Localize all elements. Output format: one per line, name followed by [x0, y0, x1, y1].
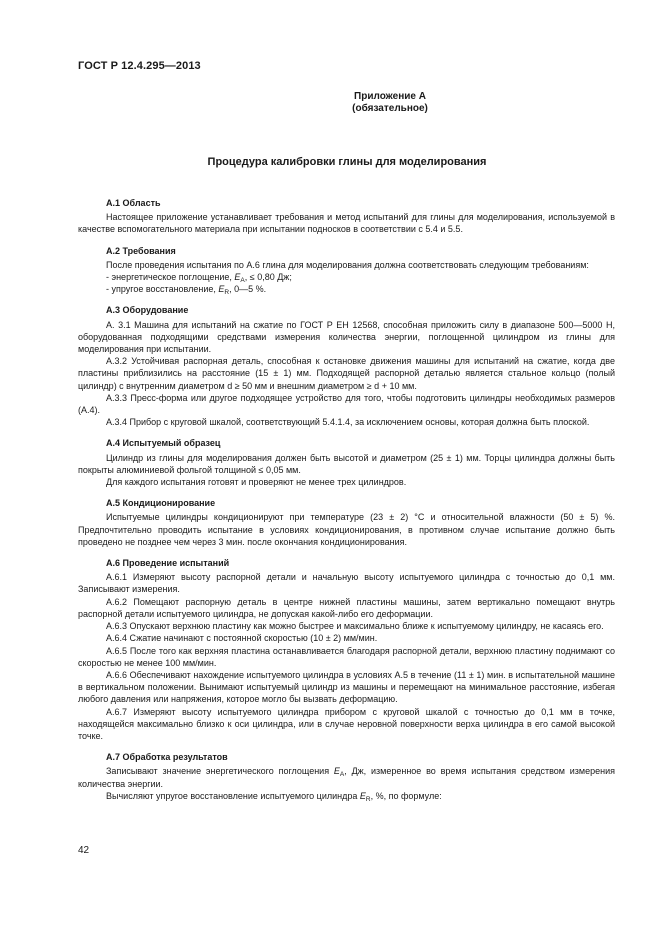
section-a6 — [78, 557, 615, 742]
page-number: 42 — [78, 845, 90, 856]
text: - энергетическое поглощение, — [106, 272, 235, 283]
subscript: A — [339, 771, 345, 779]
subscript: R — [365, 795, 371, 803]
subscript: R — [224, 289, 230, 297]
symbol: E — [234, 272, 241, 283]
text: Записывают значение энергетического поглощения — [106, 766, 334, 777]
document-title: Процедура калибровки глины для моделирования — [207, 156, 487, 168]
annex-status: (обязательное) — [352, 103, 428, 114]
section-a4 — [78, 437, 615, 488]
symbol: E — [333, 766, 340, 777]
text: - упругое восстановление, — [106, 284, 219, 295]
text: Вычисляют упругое восстановление испытуемого цилиндра — [106, 790, 360, 801]
section-heading: А.4 Испытуемый образец — [106, 438, 221, 449]
section-heading: А.5 Кондиционирование — [106, 498, 216, 509]
paragraph: Испытуемые цилиндры кондиционируют при температуре (23 ± 2) °С и относительной влажности (50 ± 5) %. Предпочтительно проводить испытание в условиях кондиционирования, в противном случае испытание должно быть проведено не позднее чем через 3 мин. после окончания кондиционирования. — [78, 512, 615, 547]
section-heading: А.6 Проведение испытаний — [106, 558, 230, 569]
paragraph: Для каждого испытания готовят и проверяют не менее трех цилиндров. — [106, 477, 407, 488]
section-heading: А.3 Оборудование — [106, 305, 189, 316]
paragraph: А.3.4 Прибор с круговой шкалой, соответствующий 5.4.1.4, за исключением основы, которая должна быть плоской. — [106, 417, 590, 428]
annex-title: Приложение А — [354, 91, 426, 102]
paragraph: А.6.1 Измеряют высоту распорной детали и начальную высоту испытуемого цилиндра с точностью до 0,1 мм. Записывают измерения. — [78, 572, 615, 595]
paragraph — [78, 790, 615, 802]
section-heading: А.2 Требования — [106, 245, 176, 256]
standard-number: ГОСТ Р 12.4.295—2013 — [78, 60, 201, 72]
paragraph: А. 3.1 Машина для испытаний на сжатие по ГОСТ Р ЕН 12568, способная приложить силу в диапазоне 500—5000 Н, оборудованная подходящими средствами измерения количества энергии, поглощенной цилиндром из глины для моделирования при испытании. — [78, 319, 615, 355]
requirement-item — [78, 283, 615, 295]
section-a3 — [78, 304, 615, 428]
paragraph: А.6.7 Измеряют высоту испытуемого цилиндра прибором с круговой шкалой с точностью до 0,1 мм в точке, находящейся максимально близко к оси цилиндра, или в случае неровной поверхности верха цилиндра в его самой высокой точке. — [78, 706, 615, 741]
paragraph: А.3.3 Пресс-форма или другое подходящее устройство для того, чтобы подготовить цилиндры необходимых размеров (А.4). — [78, 392, 615, 416]
paragraph: А.6.6 Обеспечивают нахождение испытуемого цилиндра в условиях А.5 в течение (11 ± 1) мин. в испытательной машине в вертикальном положении. Вынимают испытуемый цилиндр из машины и перемещают на минимальное расстояние, избегая любого давления или напряжения, которое могло бы вызвать деформацию. — [78, 669, 615, 705]
text: , 0—5 %. — [229, 284, 267, 295]
text: , %, по формуле: — [370, 790, 442, 801]
section-heading: А.7 Обработка результатов — [106, 752, 228, 763]
paragraph: После проведения испытания по А.6 глина для моделирования должна соответствовать следующим требованиям: — [106, 259, 589, 270]
section-a2 — [78, 245, 615, 296]
paragraph: А.3.2 Устойчивая распорная деталь, способная к остановке движения машины для испытаний на сжатие, когда две пластины приблизились на расстояние (15 ± 1) мм. Подходящей распорной деталью является стальное кольцо (полый цилиндр) с внутренним диаметром d ≥ 50 мм и внешним диаметром ≥ d + 10 мм. — [78, 356, 615, 391]
requirement-item — [78, 271, 615, 283]
symbol: E — [218, 284, 225, 295]
text: , Дж, измеренное во время испытания средством измерения количества энергии. — [78, 766, 615, 789]
paragraph: А.6.2 Помещают распорную деталь в центре нижней пластины машины, затем вертикально помещают внутрь распорной детали испытуемого цилиндра, не допуская какой-либо его деформации. — [78, 596, 615, 619]
section-a5 — [78, 497, 615, 548]
section-a1 — [78, 197, 615, 236]
text: , ≤ 0,80 Дж; — [244, 272, 292, 283]
paragraph: Настоящее приложение устанавливает требования и метод испытаний для глины для моделирования, используемой в качестве вспомогательного материала при испытании подносков в соответствии с 5.4 и 5.5. — [78, 212, 615, 235]
symbol: E — [359, 790, 366, 801]
paragraph — [78, 765, 615, 789]
paragraph: А.6.4 Сжатие начинают с постоянной скоростью (10 ± 2) мм/мин. — [106, 633, 378, 644]
paragraph: Цилиндр из глины для моделирования должен быть высотой и диаметром (25 ± 1) мм. Торцы цилиндра должны быть покрыты алюминиевой фольгой толщиной ≤ 0,05 мм. — [78, 452, 615, 475]
paragraph: А.6.3 Опускают верхнюю пластину как можно быстрее и максимально ближе к испытуемому цилиндру, не касаясь его. — [106, 621, 604, 632]
subscript: A — [240, 277, 245, 285]
section-heading: А.1 Область — [106, 198, 161, 208]
section-a7 — [78, 751, 615, 802]
paragraph: А.6.5 После того как верхняя пластина останавливается благодаря распорной детали, верхнюю пластину поднимают со скоростью не менее 100 мм/мин. — [78, 645, 615, 668]
document-body — [78, 197, 615, 811]
